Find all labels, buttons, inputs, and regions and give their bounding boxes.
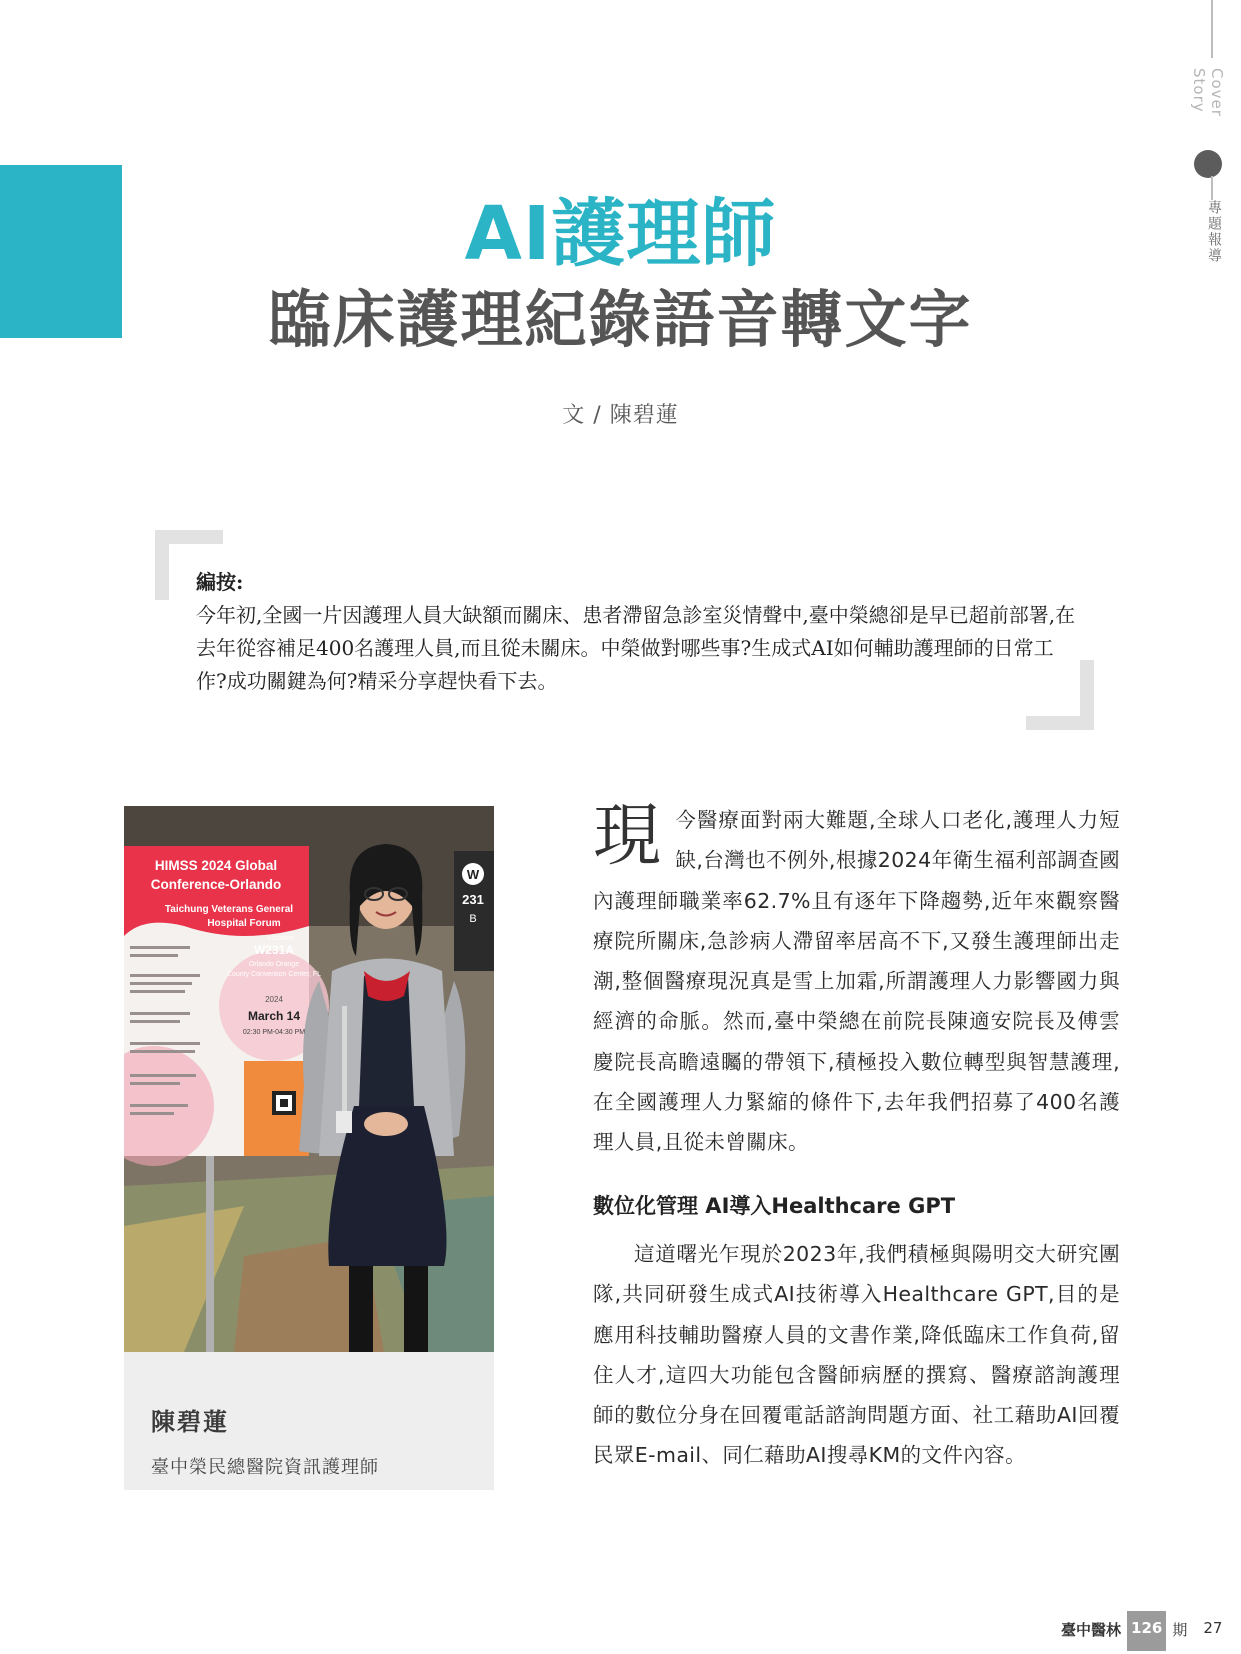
section-label: 專題報導 — [1206, 200, 1222, 264]
poster-sub-1: Taichung Veterans General — [164, 904, 294, 915]
paragraph-2: 這道曙光乍現於2023年,我們積極與陽明交大研究團隊,共同研發生成式AI技術導入Healthcare GPT,目的是應用科技輔助醫療人員的文書作業,降低臨床工作負荷,留住人才,這四大功能包含醫師病歷的撰寫、醫療諮詢護理師的數位分身在回覆電話諮詢問題方面、社工藉助AI回覆民眾E-mail、同仁藉助AI搜尋KM的文件內容。 — [593, 1242, 1120, 1468]
page-subtitle: 臨床護理紀錄語音轉文字 — [268, 283, 973, 356]
byline: 文 / 陳碧蓮 — [562, 403, 679, 428]
poster-venue-2: County Convention Center, FL — [226, 971, 322, 978]
page-footer — [1061, 1611, 1222, 1654]
poster-title-1: HIMSS 2024 Global — [154, 858, 278, 873]
poster-sub-2: Hospital Forum — [207, 918, 281, 929]
poster-venue-1: Orlando Orange — [248, 961, 300, 968]
cover-story-label: Cover Story — [1190, 68, 1226, 117]
poster-room: W231A — [253, 943, 295, 957]
issue-badge: 126 — [1127, 1611, 1166, 1651]
author-photo — [124, 806, 494, 1352]
poster-location-label: Location — [267, 935, 294, 942]
poster-title-2: Conference-Orlando — [150, 877, 282, 892]
sign-sub: B — [469, 913, 477, 925]
poster-year: 2024 — [265, 995, 283, 1004]
section-heading: 數位化管理 AI導入Healthcare GPT — [593, 1194, 956, 1218]
editor-note-text: 今年初,全國一片因護理人員大缺額而關床、患者滯留急診室災情聲中,臺中榮總卻是早已超前部署,在去年從容補足400名護理人員,而且從未關床。中榮做對哪些事?生成式AI如何輔助護理師的日常工作?成功關鍵為何?精采分享趕快看下去。 — [196, 603, 1076, 693]
paragraph-1: 今醫療面對兩大難題,全球人口老化,護理人力短缺,台灣也不例外,根據2024年衛生福利部調查國內護理師職業率62.7%且有逐年下降趨勢,近年來觀察醫療院所關床,急診病人滯留率居高不下,又發生護理師出走潮,整個醫療現況真是雪上加霜,所謂護理人力影響國力與經濟的命脈。然而,臺中榮總在前院長陳適安院長及傅雲慶院長高瞻遠矚的帶領下,積極投入數位轉型與智慧護理,在全國護理人力緊縮的條件下,去年我們招募了400名護理人員,且從未曾關床。 — [593, 808, 1120, 1155]
caption-name: 陳碧蓮 — [151, 1408, 229, 1436]
caption-role: 臺中榮民總醫院資訊護理師 — [151, 1457, 379, 1478]
poster-date: March 14 — [247, 1009, 301, 1023]
section-dot-icon — [1194, 150, 1222, 178]
sign-number: 231 — [462, 892, 484, 907]
editor-note-heading: 編按: — [196, 570, 244, 594]
article-body — [593, 797, 1120, 1163]
editor-note — [196, 566, 1076, 698]
side-rule — [1211, 0, 1213, 58]
poster-time: 02:30 PM-04:30 PM — [242, 1029, 306, 1036]
publication-name: 臺中醫林 — [1061, 1621, 1122, 1639]
sign-letter: W — [466, 867, 480, 882]
drop-cap: 現 — [593, 797, 662, 876]
photo-caption — [124, 1352, 494, 1490]
page-number: 27 — [1203, 1619, 1223, 1637]
page-title: AI護理師 — [464, 191, 777, 277]
issue-suffix: 期 — [1172, 1621, 1188, 1639]
